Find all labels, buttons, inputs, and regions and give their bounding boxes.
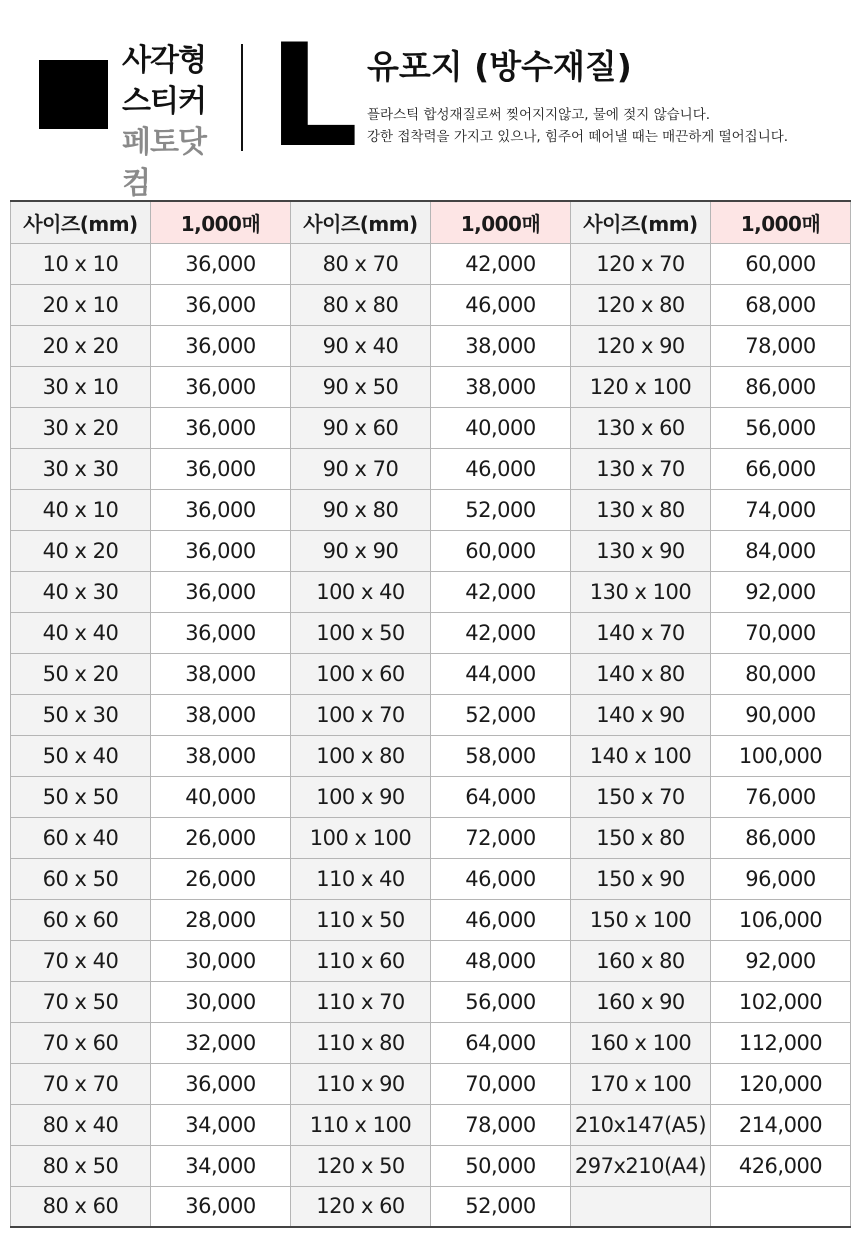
price-cell: 36,000 (151, 571, 291, 612)
table-row (11, 284, 851, 325)
size-cell: 150 x 90 (571, 858, 711, 899)
product-description (367, 104, 788, 148)
size-cell: 80 x 70 (291, 243, 431, 284)
size-cell: 110 x 50 (291, 899, 431, 940)
price-cell: 92,000 (711, 940, 851, 981)
size-cell: 80 x 50 (11, 1145, 151, 1186)
price-cell: 106,000 (711, 899, 851, 940)
size-cell: 130 x 80 (571, 489, 711, 530)
size-cell: 110 x 100 (291, 1104, 431, 1145)
size-cell: 80 x 60 (11, 1186, 151, 1227)
price-cell: 34,000 (151, 1104, 291, 1145)
price-cell (711, 1186, 851, 1227)
table-row (11, 776, 851, 817)
size-cell: 100 x 80 (291, 735, 431, 776)
size-cell: 160 x 80 (571, 940, 711, 981)
price-cell: 34,000 (151, 1145, 291, 1186)
price-cell: 26,000 (151, 817, 291, 858)
price-cell: 80,000 (711, 653, 851, 694)
price-cell: 50,000 (431, 1145, 571, 1186)
table-row (11, 981, 851, 1022)
price-cell: 38,000 (151, 735, 291, 776)
table-row (11, 612, 851, 653)
brand-line-3: 페토닷컴 (122, 125, 206, 201)
size-cell: 150 x 70 (571, 776, 711, 817)
table-row (11, 489, 851, 530)
size-cell: 130 x 100 (571, 571, 711, 612)
size-cell: 50 x 30 (11, 694, 151, 735)
price-cell: 36,000 (151, 1063, 291, 1104)
price-table-body (11, 243, 851, 1227)
size-cell: 20 x 20 (11, 325, 151, 366)
size-cell: 130 x 90 (571, 530, 711, 571)
price-cell: 30,000 (151, 981, 291, 1022)
table-row (11, 1145, 851, 1186)
size-cell: 120 x 70 (571, 243, 711, 284)
size-cell: 70 x 70 (11, 1063, 151, 1104)
size-cell: 90 x 90 (291, 530, 431, 571)
size-cell: 90 x 70 (291, 448, 431, 489)
size-cell (571, 1186, 711, 1227)
price-cell: 46,000 (431, 858, 571, 899)
table-row (11, 1063, 851, 1104)
table-row (11, 817, 851, 858)
price-cell: 46,000 (431, 284, 571, 325)
size-cell: 50 x 20 (11, 653, 151, 694)
size-cell: 60 x 40 (11, 817, 151, 858)
price-cell: 36,000 (151, 366, 291, 407)
size-cell: 100 x 40 (291, 571, 431, 612)
price-cell: 214,000 (711, 1104, 851, 1145)
price-cell: 102,000 (711, 981, 851, 1022)
size-cell: 130 x 60 (571, 407, 711, 448)
size-cell: 297x210(A4) (571, 1145, 711, 1186)
size-cell: 140 x 100 (571, 735, 711, 776)
price-cell: 36,000 (151, 325, 291, 366)
header-size: 사이즈(mm) (291, 201, 431, 243)
price-cell: 68,000 (711, 284, 851, 325)
header-size: 사이즈(mm) (11, 201, 151, 243)
price-cell: 42,000 (431, 571, 571, 612)
price-cell: 52,000 (431, 694, 571, 735)
header-qty: 1,000매 (151, 201, 291, 243)
price-cell: 96,000 (711, 858, 851, 899)
table-row (11, 858, 851, 899)
price-cell: 52,000 (431, 1186, 571, 1227)
price-cell: 44,000 (431, 653, 571, 694)
size-cell: 50 x 40 (11, 735, 151, 776)
price-cell: 56,000 (711, 407, 851, 448)
size-cell: 120 x 80 (571, 284, 711, 325)
table-row (11, 243, 851, 284)
price-cell: 76,000 (711, 776, 851, 817)
table-row (11, 899, 851, 940)
brand-line-1: 사각형 (122, 43, 206, 78)
size-cell: 150 x 100 (571, 899, 711, 940)
price-cell: 28,000 (151, 899, 291, 940)
price-cell: 42,000 (431, 612, 571, 653)
size-cell: 80 x 40 (11, 1104, 151, 1145)
size-cell: 100 x 50 (291, 612, 431, 653)
price-cell: 36,000 (151, 243, 291, 284)
size-cell: 70 x 50 (11, 981, 151, 1022)
price-cell: 36,000 (151, 284, 291, 325)
size-code-letter: L (268, 14, 355, 179)
table-row (11, 1186, 851, 1227)
size-cell: 60 x 50 (11, 858, 151, 899)
price-cell: 70,000 (431, 1063, 571, 1104)
price-cell: 78,000 (711, 325, 851, 366)
size-cell: 20 x 10 (11, 284, 151, 325)
size-cell: 40 x 10 (11, 489, 151, 530)
table-row (11, 571, 851, 612)
size-cell: 120 x 50 (291, 1145, 431, 1186)
size-cell: 140 x 70 (571, 612, 711, 653)
brand-logo-square (39, 60, 108, 129)
size-cell: 90 x 60 (291, 407, 431, 448)
price-cell: 72,000 (431, 817, 571, 858)
table-row (11, 1104, 851, 1145)
price-table-header-row (11, 201, 851, 243)
price-cell: 74,000 (711, 489, 851, 530)
size-cell: 100 x 70 (291, 694, 431, 735)
price-cell: 32,000 (151, 1022, 291, 1063)
table-row (11, 694, 851, 735)
price-cell: 56,000 (431, 981, 571, 1022)
header-qty: 1,000매 (431, 201, 571, 243)
size-cell: 70 x 60 (11, 1022, 151, 1063)
size-cell: 140 x 90 (571, 694, 711, 735)
size-cell: 110 x 70 (291, 981, 431, 1022)
size-cell: 40 x 30 (11, 571, 151, 612)
price-cell: 42,000 (431, 243, 571, 284)
size-cell: 90 x 40 (291, 325, 431, 366)
price-cell: 36,000 (151, 530, 291, 571)
price-cell: 78,000 (431, 1104, 571, 1145)
price-cell: 40,000 (151, 776, 291, 817)
price-cell: 100,000 (711, 735, 851, 776)
size-cell: 100 x 90 (291, 776, 431, 817)
table-row (11, 407, 851, 448)
table-row (11, 653, 851, 694)
price-cell: 86,000 (711, 817, 851, 858)
size-cell: 130 x 70 (571, 448, 711, 489)
price-cell: 64,000 (431, 1022, 571, 1063)
price-cell: 36,000 (151, 489, 291, 530)
price-cell: 40,000 (431, 407, 571, 448)
price-cell: 36,000 (151, 407, 291, 448)
size-cell: 90 x 50 (291, 366, 431, 407)
table-row (11, 448, 851, 489)
size-cell: 120 x 90 (571, 325, 711, 366)
size-cell: 110 x 80 (291, 1022, 431, 1063)
header-size: 사이즈(mm) (571, 201, 711, 243)
size-cell: 80 x 80 (291, 284, 431, 325)
price-table (10, 200, 851, 1228)
size-cell: 40 x 40 (11, 612, 151, 653)
price-cell: 36,000 (151, 612, 291, 653)
size-cell: 90 x 80 (291, 489, 431, 530)
price-cell: 92,000 (711, 571, 851, 612)
price-cell: 112,000 (711, 1022, 851, 1063)
product-title: 유포지 (방수재질) (367, 47, 632, 86)
price-cell: 70,000 (711, 612, 851, 653)
price-cell: 66,000 (711, 448, 851, 489)
size-cell: 40 x 20 (11, 530, 151, 571)
brand-name (122, 40, 232, 204)
price-cell: 426,000 (711, 1145, 851, 1186)
price-cell: 38,000 (151, 653, 291, 694)
price-cell: 38,000 (151, 694, 291, 735)
size-cell: 110 x 40 (291, 858, 431, 899)
price-cell: 90,000 (711, 694, 851, 735)
price-cell: 36,000 (151, 1186, 291, 1227)
size-cell: 110 x 90 (291, 1063, 431, 1104)
price-cell: 60,000 (711, 243, 851, 284)
price-cell: 86,000 (711, 366, 851, 407)
size-cell: 160 x 90 (571, 981, 711, 1022)
size-cell: 30 x 30 (11, 448, 151, 489)
description-line-1: 플라스틱 합성재질로써 찢어지지않고, 물에 젖지 않습니다. (367, 107, 711, 123)
size-cell: 30 x 20 (11, 407, 151, 448)
price-cell: 120,000 (711, 1063, 851, 1104)
size-cell: 50 x 50 (11, 776, 151, 817)
size-cell: 60 x 60 (11, 899, 151, 940)
table-row (11, 325, 851, 366)
price-cell: 84,000 (711, 530, 851, 571)
size-cell: 120 x 100 (571, 366, 711, 407)
table-row (11, 1022, 851, 1063)
size-cell: 10 x 10 (11, 243, 151, 284)
size-cell: 120 x 60 (291, 1186, 431, 1227)
brand-line-2: 스티커 (122, 84, 206, 119)
size-cell: 100 x 60 (291, 653, 431, 694)
price-cell: 46,000 (431, 448, 571, 489)
price-cell: 38,000 (431, 325, 571, 366)
size-cell: 30 x 10 (11, 366, 151, 407)
header-qty: 1,000매 (711, 201, 851, 243)
table-row (11, 940, 851, 981)
price-cell: 64,000 (431, 776, 571, 817)
size-cell: 110 x 60 (291, 940, 431, 981)
price-cell: 36,000 (151, 448, 291, 489)
price-cell: 46,000 (431, 899, 571, 940)
size-cell: 210x147(A5) (571, 1104, 711, 1145)
table-row (11, 735, 851, 776)
price-cell: 48,000 (431, 940, 571, 981)
header-divider (241, 44, 243, 151)
size-cell: 140 x 80 (571, 653, 711, 694)
size-cell: 150 x 80 (571, 817, 711, 858)
price-cell: 26,000 (151, 858, 291, 899)
price-cell: 38,000 (431, 366, 571, 407)
price-cell: 52,000 (431, 489, 571, 530)
size-cell: 70 x 40 (11, 940, 151, 981)
price-cell: 30,000 (151, 940, 291, 981)
table-row (11, 366, 851, 407)
size-cell: 170 x 100 (571, 1063, 711, 1104)
table-row (11, 530, 851, 571)
price-cell: 60,000 (431, 530, 571, 571)
size-cell: 160 x 100 (571, 1022, 711, 1063)
price-cell: 58,000 (431, 735, 571, 776)
size-cell: 100 x 100 (291, 817, 431, 858)
description-line-2: 강한 접착력을 가지고 있으나, 힘주어 떼어낼 때는 매끈하게 떨어집니다. (367, 129, 789, 145)
